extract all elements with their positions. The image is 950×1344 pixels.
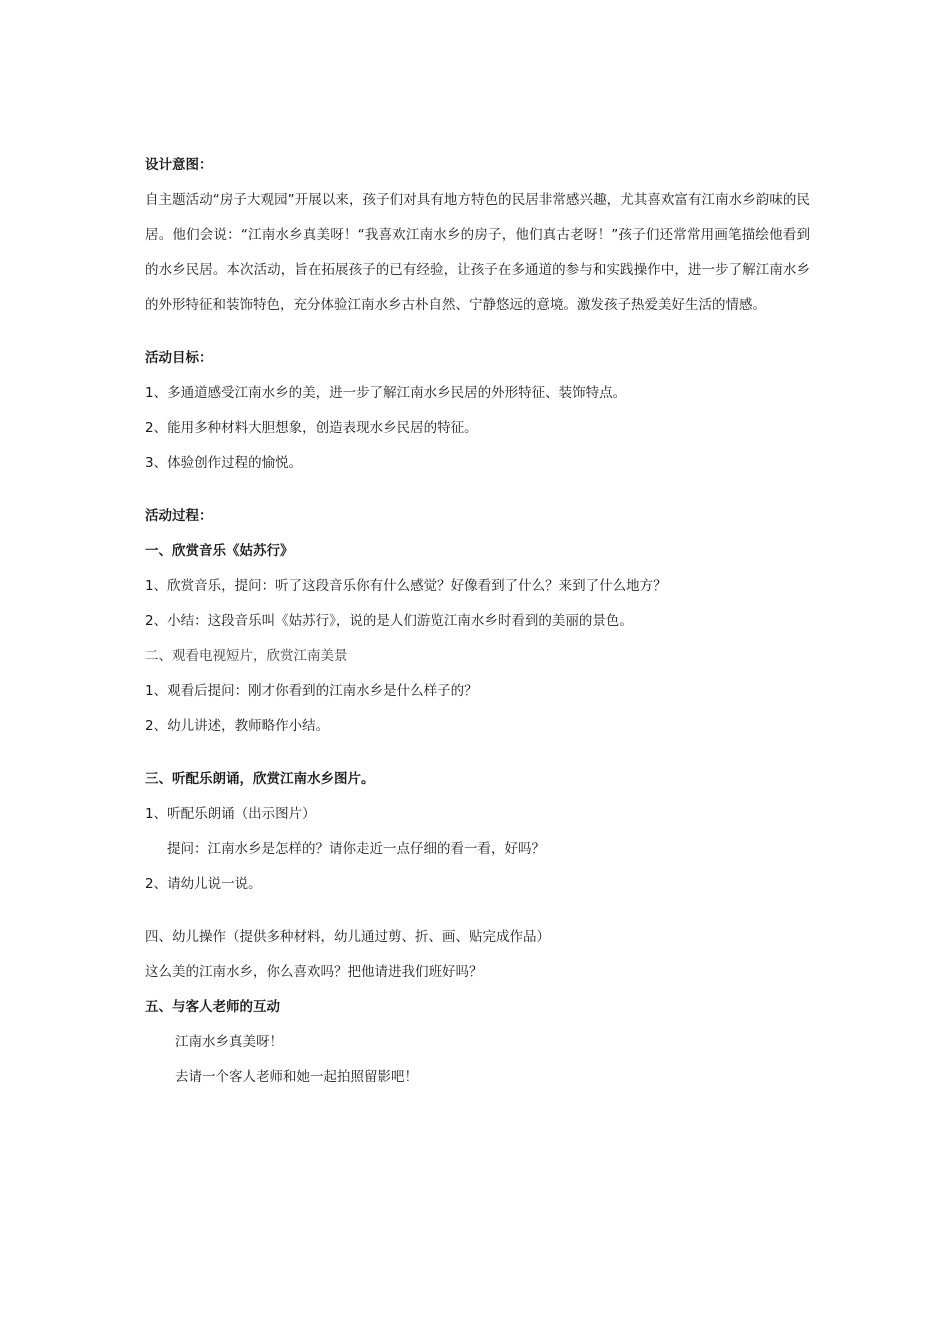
document-page [145, 148, 810, 1095]
section1-item: 2、小结：这段音乐叫《姑苏行》，说的是人们游览江南水乡时看到的美丽的景色。 [145, 613, 633, 629]
section4-title: 四、幼儿操作（提供多种材料，幼儿通过剪、折、画、贴完成作品） [145, 929, 550, 945]
section2-item: 2、幼儿讲述，教师略作小结。 [145, 718, 330, 734]
spacer [145, 744, 810, 762]
spacer [145, 902, 810, 920]
section4-text: 这么美的江南水乡，你么喜欢吗？把他请进我们班好吗？ [145, 964, 483, 980]
section3-question: 提问：江南水乡是怎样的？请你走近一点仔细的看一看，好吗？ [167, 841, 545, 857]
section5-line: 去请一个客人老师和她一起拍照留影吧！ [175, 1069, 418, 1085]
section5-line: 江南水乡真美呀！ [175, 1034, 283, 1050]
goal-item: 2、能用多种材料大胆想象，创造表现水乡民居的特征。 [145, 420, 478, 436]
spacer [145, 481, 810, 499]
section1-title: 一、欣赏音乐《姑苏行》 [145, 543, 294, 559]
section2-item: 1、观看后提问：刚才你看到的江南水乡是什么样子的？ [145, 683, 478, 699]
design-heading: 设计意图： [145, 157, 213, 173]
section5-title: 五、与客人老师的互动 [145, 999, 280, 1015]
design-paragraph: 自主题活动“房子大观园”开展以来，孩子们对具有地方特色的民居非常感兴趣，尤其喜欢富有江南水乡韵味的民居。他们会说：“江南水乡真美呀！“我喜欢江南水乡的房子，他们真古老呀！”孩子们还常常用画笔描绘他看到的水乡民居。本次活动，旨在拓展孩子的已有经验，让孩子在多通道的参与和实践操作中，进一步了解江南水乡的外形特征和装饰特色，充分体验江南水乡古朴自然、宁静悠远的意境。激发孩子热爱美好生活的情感。 [145, 192, 810, 313]
section3-item: 2、请幼儿说一说。 [145, 876, 262, 892]
section2-title: 二、观看电视短片，欣赏江南美景 [145, 648, 348, 664]
goals-heading: 活动目标： [145, 350, 213, 366]
spacer [145, 323, 810, 341]
section3-item: 1、听配乐朗诵（出示图片） [145, 806, 316, 822]
section1-item: 1、欣赏音乐，提问：听了这段音乐你有什么感觉？好像看到了什么？来到了什么地方？ [145, 578, 667, 594]
process-heading: 活动过程： [145, 508, 213, 524]
goal-item: 3、体验创作过程的愉悦。 [145, 455, 303, 471]
section3-title: 三、听配乐朗诵，欣赏江南水乡图片。 [145, 771, 375, 787]
goal-item: 1、多通道感受江南水乡的美，进一步了解江南水乡民居的外形特征、装饰特点。 [145, 385, 627, 401]
